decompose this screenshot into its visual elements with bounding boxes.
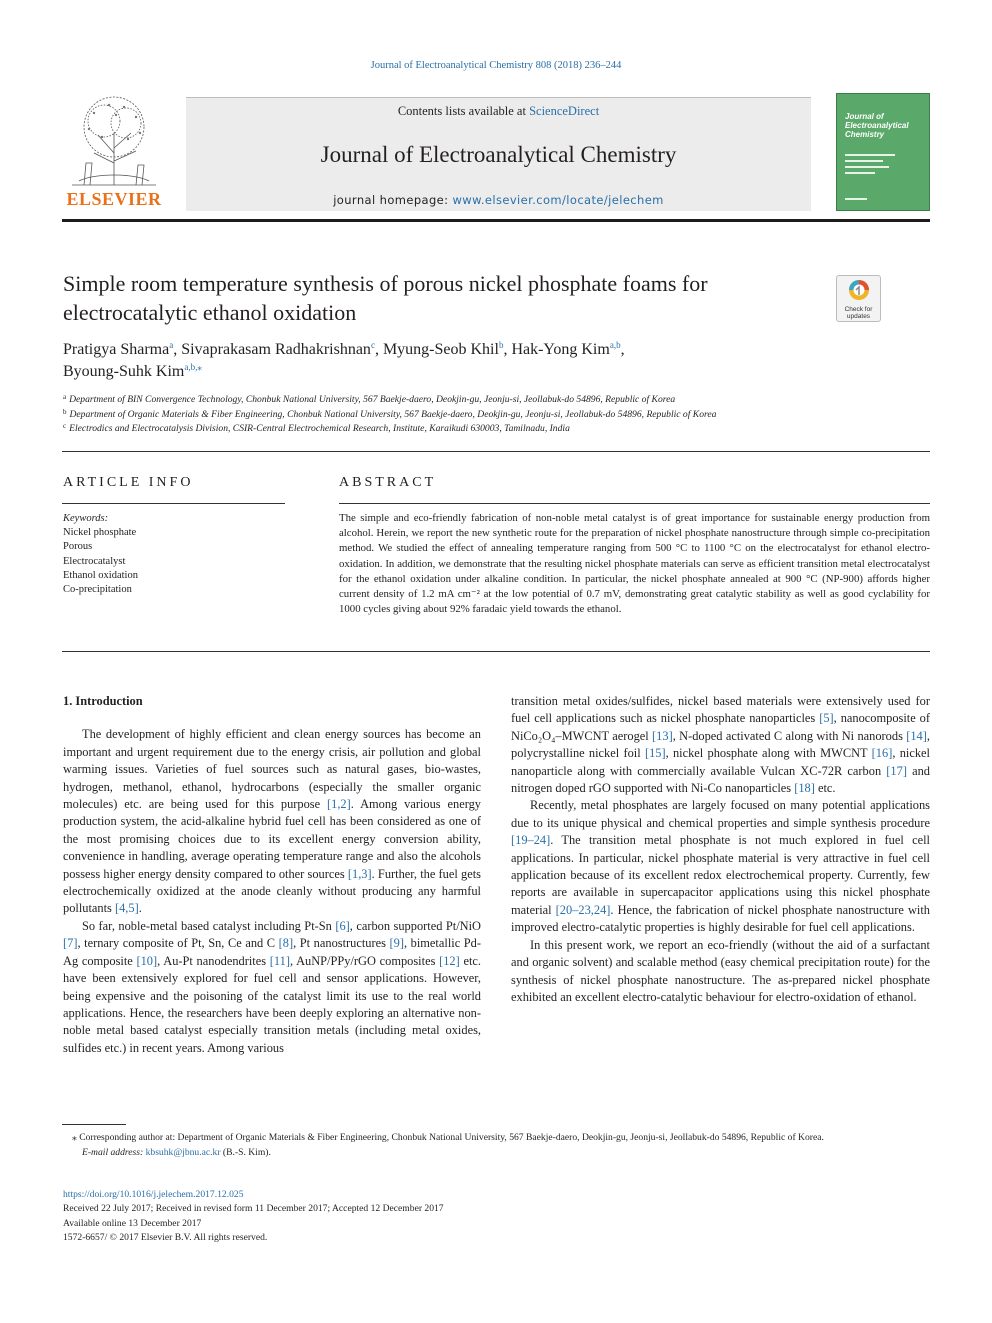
author-affiliation-mark[interactable]: a,b,⁎ [184, 362, 202, 372]
citation-link[interactable]: [15] [644, 746, 666, 761]
author-separator: , [620, 341, 625, 358]
affiliation-text: Department of BIN Convergence Technology, Chonbuk National University, 567 Baekje-daero, Deokjin-gu, Jeonju-si, Jeollabuk-do 54896, Republic of Korea [69, 394, 676, 405]
body-text: . The transition metal phosphate is not much explored in fuel cell applications. In particular, nickel phosphate material is very attractive in fuel cell application because of its excellent redox electrochemical property. Currently, few reports are available in supercapacitor applications using this nickel phosphate material [511, 833, 930, 917]
body-text: , AuNP/PPy/rGO composites [289, 953, 440, 968]
author-name[interactable]: Byoung-Suhk Kim [63, 363, 185, 380]
keyword-item: Nickel phosphate [63, 527, 137, 539]
citation-link[interactable]: [4,5] [114, 901, 139, 916]
affiliation-key: c [63, 422, 67, 430]
body-text: , carbon supported Pt/NiO [349, 918, 481, 933]
abstract-heading: ABSTRACT [339, 475, 437, 490]
author-name[interactable]: Sivaprakasam Radhakrishnan [181, 341, 371, 358]
keyword-item: Co-precipitation [63, 584, 132, 596]
body-text: So far, noble-metal based catalyst including Pt-Sn [82, 918, 336, 933]
journal-homepage [186, 193, 811, 207]
affiliation-key: b [63, 407, 67, 416]
article-info-heading: ARTICLE INFO [63, 475, 194, 490]
crossmark-icon [848, 279, 870, 303]
doi-link[interactable]: https://doi.org/10.1016/j.jelechem.2017.12.025 [63, 1189, 244, 1200]
body-text: Recently, metal phosphates are largely focused on many potential applications due to its unique physical and chemical properties and simple synthesis procedure [511, 798, 930, 830]
body-text: , Pt nanostructures [293, 936, 390, 951]
body-paragraph [511, 693, 930, 797]
article-title: Simple room temperature synthesis of porous nickel phosphate foams for electrocatalytic ethanol oxidation [63, 271, 708, 325]
homepage-link[interactable]: www.elsevier.com/locate/jelechem [452, 193, 664, 207]
author-affiliation-mark[interactable]: a [169, 340, 174, 350]
body-text: , nanocomposite of NiCo₂O₄–MWCNT aerogel [511, 711, 931, 743]
body-text: and nitrogen doped rGO supported with Ni-Co nanoparticles [511, 763, 930, 796]
section-heading-introduction: 1. Introduction [63, 694, 143, 708]
available-online-date: Available online 13 December 2017 [63, 1217, 202, 1229]
cover-decoration [845, 166, 889, 168]
header-rule [62, 219, 930, 222]
contents-availability [186, 104, 811, 119]
affiliation-text: Department of Organic Materials & Fiber Engineering, Chonbuk National University, 567 Baekje-daero, Deokjin-gu, Jeonju-si, Jeollabuk-do 54896, Republic of Korea [69, 408, 717, 420]
cover-decoration [845, 160, 883, 162]
body-text: . Further, the fuel gets electrochemically oxidized at the anode cleanly without producing any harmful pollutants [63, 866, 481, 916]
keyword-list [63, 526, 283, 597]
email-link[interactable]: kbsuhk@jbnu.ac.kr [145, 1147, 221, 1159]
abstract-rule [339, 503, 930, 504]
corresponding-author-note: ⁎ Corresponding author at: Department of Organic Materials & Fiber Engineering, Chonbuk National University, 567 Baekje-daero, Deokjin-gu, Jeonju-si, Jeollabuk-do 54896, Republic of Korea. [72, 1132, 824, 1143]
author-separator: , [173, 341, 182, 358]
article-info-rule [62, 503, 285, 504]
body-text: , ternary composite of Pt, Sn, Ce and C [77, 936, 279, 951]
check-for-updates-label: Check for updates [844, 306, 873, 320]
footnotes [63, 1131, 931, 1161]
citation-link[interactable]: [8] [278, 936, 294, 951]
body-text: . [138, 901, 142, 916]
citation-link[interactable]: [10] [136, 953, 158, 968]
citation-link[interactable]: [11] [269, 953, 290, 968]
author-name[interactable]: Hak-Yong Kim [511, 341, 610, 358]
email-note [63, 1146, 931, 1160]
body-text: The development of highly efficient and clean energy sources has become an important and urgent requirement due to the energy crisis, air pollution and global warming issues. Varieties of fuel sources such as natural gases, bio-wastes, hydrogen, methanol, ethanol, hydrocarbons (especially the smaller organic molecules) etc. are being used for this purpose [63, 727, 481, 812]
elsevier-tree-icon [64, 93, 164, 189]
cover-decoration [845, 154, 895, 156]
citation-link[interactable]: [9] [389, 936, 404, 951]
journal-citation[interactable]: Journal of Electroanalytical Chemistry 808 (2018) 236–244 [370, 60, 622, 71]
body-text: . Among various energy production system, the acid-alkaline hybrid fuel cell has been considered as one of the most promising choices due to its excellent energy conversion ability, convenience in handling, average operating temperature range and also the alcohols possess higher energy density compared to other sources [63, 797, 481, 881]
body-text: , N-doped activated C along with Ni nanorods [672, 728, 907, 743]
body-text: transition metal oxides/sulfides, nickel based materials were extensively used for fuel cell applications such as nickel phosphate nanoparticles [511, 694, 930, 726]
sciencedirect-link[interactable]: ScienceDirect [529, 104, 600, 118]
author-name[interactable]: Myung-Seob Khil [382, 341, 499, 358]
citation-link[interactable]: [17] [886, 763, 907, 778]
citation-link[interactable]: [13] [652, 728, 673, 743]
received-dates: Received 22 July 2017; Received in revised form 11 December 2017; Accepted 12 December 2017 [63, 1203, 444, 1215]
body-text: . Hence, the fabrication of nickel phosphate nanostructure with improved electro-catalytic properties is highly desirable for fuel cell applications. [511, 902, 930, 935]
abstract-text: The simple and eco-friendly fabrication of non-noble metal catalyst is of great importance for sustainable energy production from alcohol. Herein, we report the new synthetic route for the preparation of nickel phosphate nanostructure through simple co-precipitation method. We studied the effect of annealing temperature ranging from 500 °C to 1100 °C on the electrocatalyst for ethanol electro-oxidation. In addition, we demonstrate that the resulting nickel phosphate materials can serve as efficient transition metal electrocatalyst for the ethanol oxidation under alkaline condition. In particular, the nickel phosphate annealed at 900 °C (NP-900) affords higher current density of 1.2 mA cm⁻² at the low potential of 0.7 mV, demonstrating great catalytic stability as well as good cyclability for 1000 cycles giving about 92% faradaic yield towards the ethanol. [339, 512, 930, 616]
author-separator: , [503, 341, 512, 358]
check-for-updates-badge[interactable] [836, 275, 881, 322]
keywords-block [63, 512, 283, 597]
homepage-label: journal homepage: [333, 193, 453, 207]
author-separator: , [374, 341, 383, 358]
journal-title: Journal of Electroanalytical Chemistry [320, 142, 677, 167]
citation-link[interactable]: [19–24] [511, 833, 551, 848]
copyright-line: 1572-6657/ © 2017 Elsevier B.V. All rights reserved. [63, 1232, 268, 1244]
citation-link[interactable]: [14] [906, 728, 927, 743]
body-text: etc. have been extensively explored for fuel cell and sensor applications. However, being expensive and the poisoning of the catalyst limit its use to the real world applications. Hence, the researchers have been deeply exploring an alternative non-noble metal based catalyst especially transition metals (including metal oxides, sulfides etc.) in recent years. Among various [63, 953, 481, 1055]
citation-link[interactable]: [5] [819, 711, 834, 726]
citation-link[interactable]: [16] [871, 746, 893, 761]
citation-link[interactable]: [18] [794, 781, 815, 796]
body-text: etc. [814, 781, 836, 796]
author-affiliation-mark[interactable]: b [498, 340, 504, 350]
citation-link[interactable]: [7] [63, 936, 78, 951]
contents-label: Contents lists available at [397, 104, 530, 118]
cover-decoration [845, 198, 867, 200]
cover-title: Journal of Electroanalytical Chemistry [845, 112, 909, 139]
citation-link[interactable]: [20–23,24] [555, 902, 611, 917]
citation-link[interactable]: [1,3] [347, 866, 372, 881]
body-paragraph [63, 726, 481, 917]
author-list [63, 339, 923, 383]
body-text: , bimetallic Pd-Ag composite [63, 936, 481, 968]
affiliation-text: Electrodics and Electrocatalysis Division, CSIR-Central Electrochemical Research, Institute, Karaikudi 630003, Tamilnadu, India [69, 423, 570, 434]
citation-link[interactable]: [6] [335, 918, 350, 933]
keyword-item: Porous [63, 541, 93, 553]
journal-cover-image[interactable] [836, 93, 930, 211]
elsevier-logo[interactable] [62, 93, 166, 215]
author-affiliation-mark[interactable]: a,b [609, 340, 621, 350]
affiliation-item [63, 393, 931, 408]
body-paragraph [511, 797, 930, 936]
affiliation-list [63, 393, 931, 437]
elsevier-wordmark: ELSEVIER [66, 189, 162, 209]
body-text: , nickel phosphate along with MWCNT [665, 746, 872, 761]
body-text: In this present work, we report an eco-friendly (without the aid of a surfactant and organic solvent) and scalable method (easy chemical precipitation route) for the synthesis of nickel phosphate nanostructure. The as-prepared nickel phosphate exhibited an excellent electro-catalytic behaviour for electro-oxidation of ethanol. [511, 937, 930, 1004]
keyword-item: Electrocatalyst [63, 555, 126, 567]
author-name[interactable]: Pratigya Sharma [63, 341, 170, 358]
journal-masthead [186, 97, 811, 211]
keywords-label: Keywords: [63, 513, 109, 524]
citation-link[interactable]: [1,2] [327, 797, 351, 812]
email-suffix: (B.-S. Kim). [220, 1147, 271, 1159]
body-text: , nickel nanoparticle along with commercially available Vulcan XC-72R carbon [511, 746, 930, 778]
info-rule [62, 451, 930, 452]
body-paragraph [63, 918, 481, 1057]
author-affiliation-mark[interactable]: c [370, 340, 375, 350]
citation-link[interactable]: [12] [439, 953, 460, 968]
body-text: , Au-Pt nanodendrites [157, 953, 270, 968]
body-column-right [511, 693, 930, 1006]
cover-decoration [845, 172, 875, 174]
publication-info [63, 1188, 931, 1246]
affiliation-item [63, 422, 931, 437]
body-column-left [63, 693, 481, 1057]
email-label: E-mail address: [82, 1147, 146, 1159]
abstract-bottom-rule [62, 651, 930, 652]
footnote-rule [62, 1124, 126, 1125]
keyword-item: Ethanol oxidation [63, 569, 138, 581]
affiliation-item [63, 408, 931, 423]
affiliation-key: a [63, 393, 67, 401]
body-paragraph [511, 937, 930, 1007]
body-text: , polycrystalline nickel foil [511, 728, 930, 761]
